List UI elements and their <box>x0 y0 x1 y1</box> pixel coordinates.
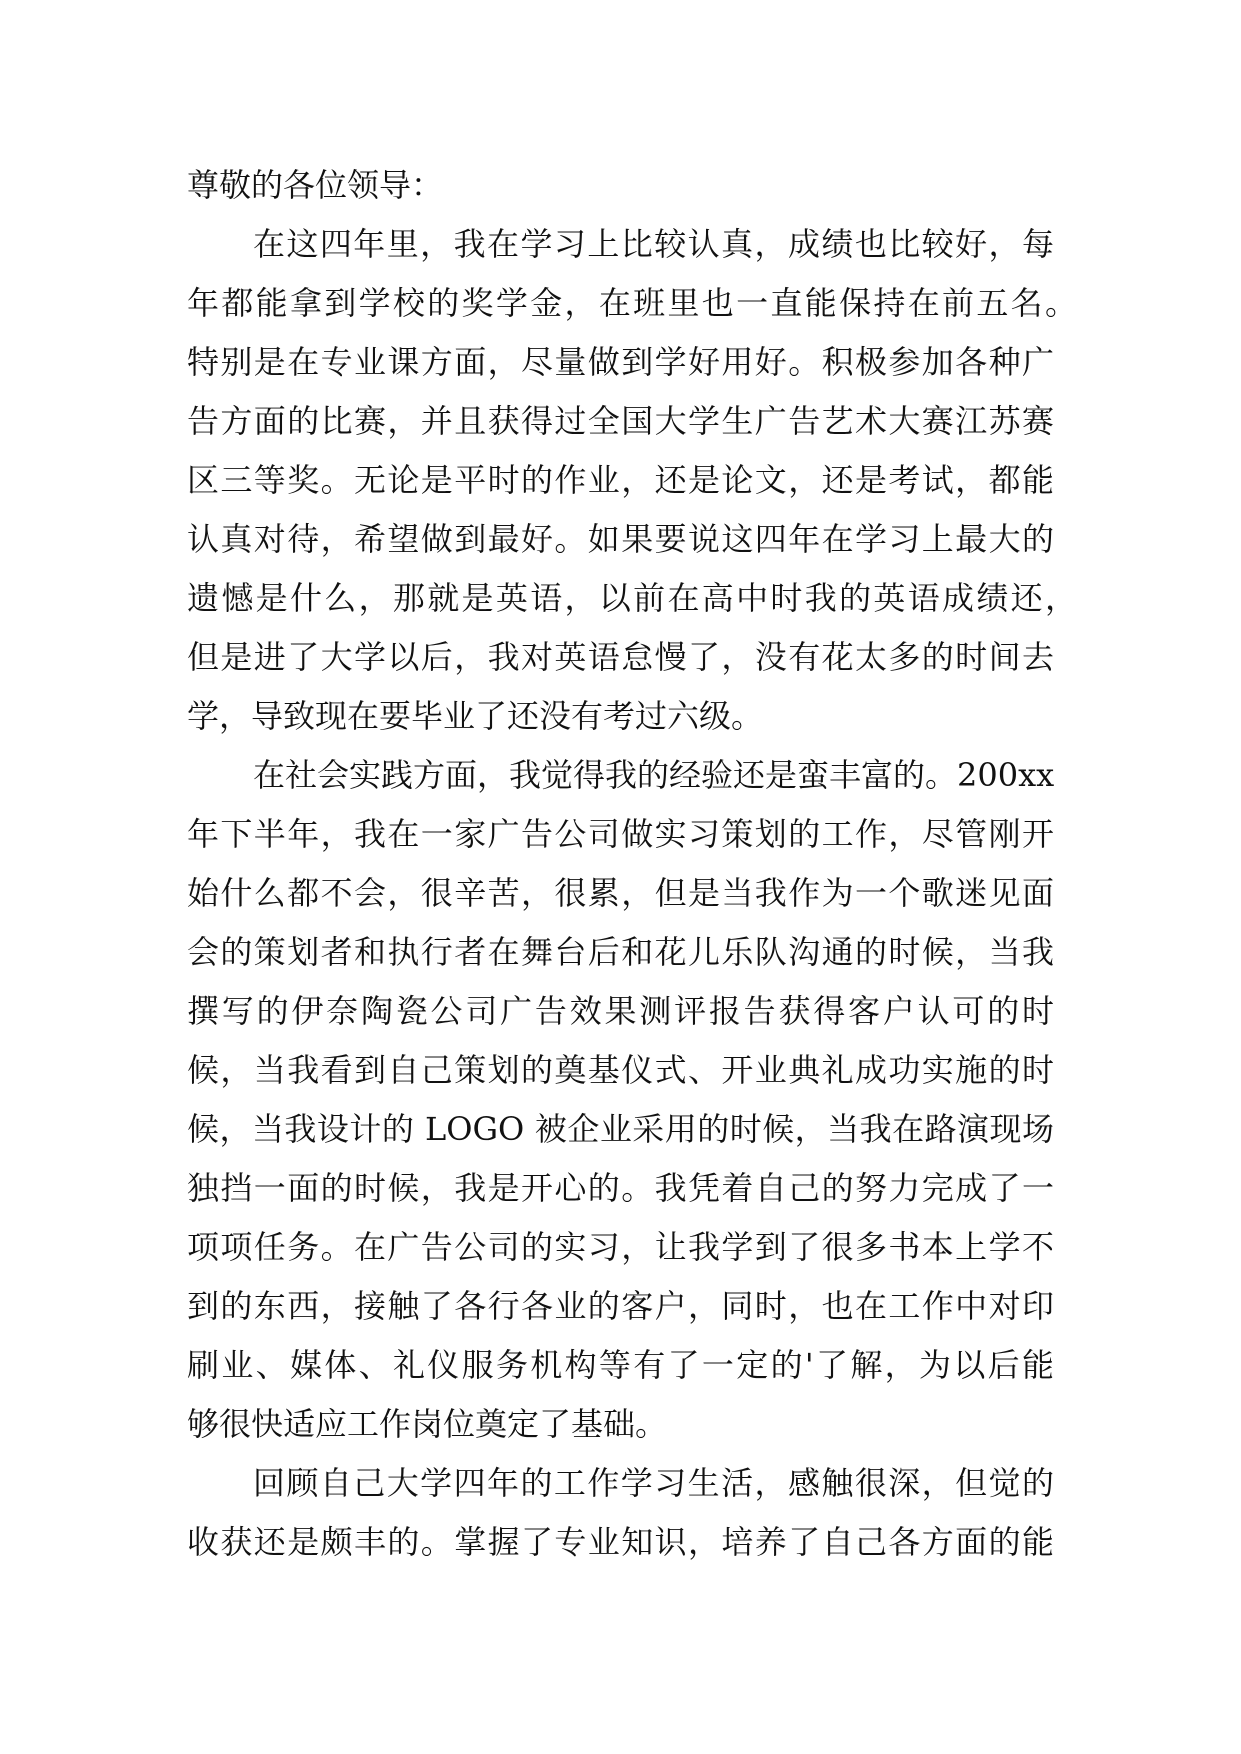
paragraph-line: 够很快适应工作岗位奠定了基础。 <box>187 1405 668 1443</box>
paragraph-line: 撰写的伊奈陶瓷公司广告效果测评报告获得客户认可的时 <box>187 992 1054 1030</box>
paragraph-line: 遗憾是什么，那就是英语，以前在高中时我的英语成绩还， <box>187 579 1077 617</box>
paragraph <box>187 1454 1054 1572</box>
salutation: 尊敬的各位领导： <box>187 166 444 204</box>
paragraph <box>187 215 1077 746</box>
paragraph-line: 在这四年里，我在学习上比较认真，成绩也比较好，每 <box>253 225 1054 263</box>
paragraph <box>187 746 1054 1454</box>
paragraph-line: 刷业、媒体、礼仪服务机构等有了一定的'了解，为以后能 <box>187 1346 1054 1384</box>
paragraph-line: 认真对待，希望做到最好。如果要说这四年在学习上最大的 <box>187 520 1054 558</box>
paragraph-line: 始什么都不会，很辛苦，很累，但是当我作为一个歌迷见面 <box>187 874 1054 912</box>
paragraph-line: 回顾自己大学四年的工作学习生活，感触很深，但觉的 <box>253 1464 1054 1502</box>
paragraph-line: 到的东西，接触了各行各业的客户，同时，也在工作中对印 <box>187 1287 1054 1325</box>
paragraph-line: 在社会实践方面，我觉得我的经验还是蛮丰富的。200xx <box>253 756 1054 794</box>
paragraph-line: 告方面的比赛，并且获得过全国大学生广告艺术大赛江苏赛 <box>187 402 1054 440</box>
paragraph-line: 年都能拿到学校的奖学金，在班里也一直能保持在前五名。 <box>187 284 1077 322</box>
paragraph-line: 特别是在专业课方面，尽量做到学好用好。积极参加各种广 <box>187 343 1054 381</box>
paragraph-line: 收获还是颇丰的。掌握了专业知识，培养了自己各方面的能 <box>187 1523 1054 1561</box>
paragraph-line: 区三等奖。无论是平时的作业，还是论文，还是考试，都能 <box>187 461 1054 499</box>
paragraph-line: 会的策划者和执行者在舞台后和花儿乐队沟通的时候，当我 <box>187 933 1054 971</box>
paragraph-line: 项项任务。在广告公司的实习，让我学到了很多书本上学不 <box>187 1228 1054 1266</box>
paragraph-line: 候，当我看到自己策划的奠基仪式、开业典礼成功实施的时 <box>187 1051 1054 1089</box>
paragraph-line: 学，导致现在要毕业了还没有考过六级。 <box>187 697 764 735</box>
paragraph-line: 但是进了大学以后，我对英语怠慢了，没有花太多的时间去 <box>187 638 1054 676</box>
paragraph-line: 候，当我设计的 LOGO 被企业采用的时候，当我在路演现场 <box>187 1110 1054 1148</box>
paragraph-line: 年下半年，我在一家广告公司做实习策划的工作，尽管刚开 <box>187 815 1054 853</box>
paragraph-line: 独挡一面的时候，我是开心的。我凭着自己的努力完成了一 <box>187 1169 1054 1207</box>
document-body <box>187 156 1077 1572</box>
